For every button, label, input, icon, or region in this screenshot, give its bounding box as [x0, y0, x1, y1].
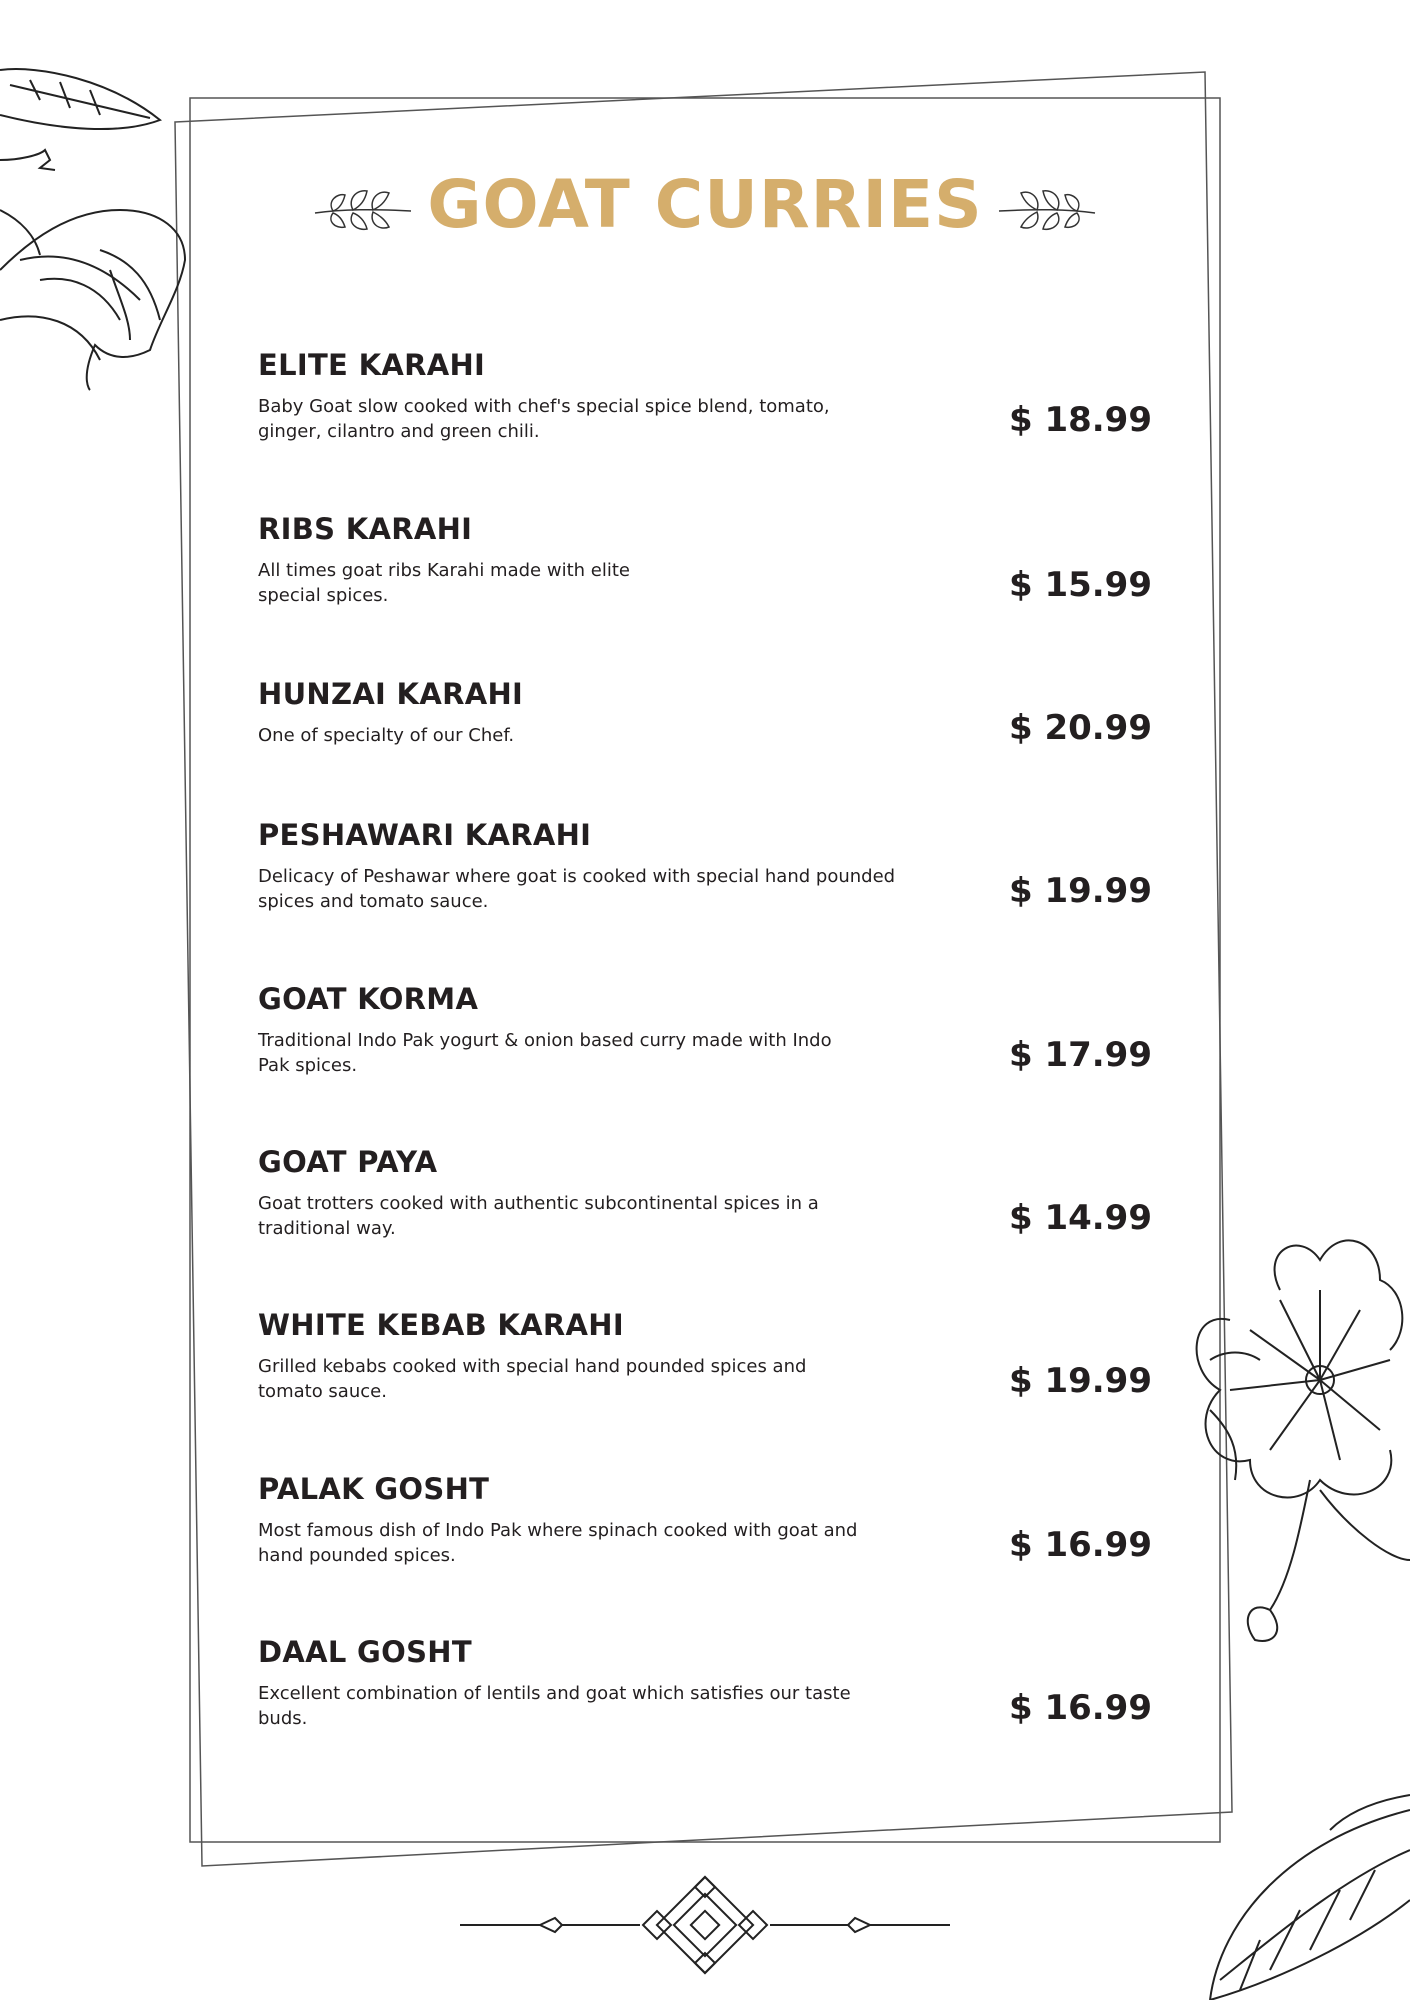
item-description: Excellent combination of lentils and goat which satisfies our taste buds. — [258, 1683, 851, 1729]
item-description: One of specialty of our Chef. — [258, 725, 515, 746]
item-price: $ 18.99 — [1008, 400, 1152, 440]
floral-sketch-icon — [1190, 1230, 1410, 1770]
item-name: GOAT KORMA — [258, 982, 479, 1016]
item-name: WHITE KEBAB KARAHI — [258, 1308, 624, 1342]
laurel-sprig-icon — [313, 175, 413, 235]
item-description: Goat trotters cooked with authentic subcontinental spices in a traditional way. — [258, 1193, 819, 1239]
item-description: Baby Goat slow cooked with chef's special spice blend, tomato, ginger, cilantro and green chili. — [258, 396, 830, 442]
page-title: GOAT CURRIES — [427, 166, 983, 243]
item-price: $ 14.99 — [1008, 1198, 1152, 1238]
item-description: Delicacy of Peshawar where goat is cooked with special hand pounded spices and tomato sauce. — [258, 866, 896, 912]
item-name: ELITE KARAHI — [258, 348, 486, 382]
floral-sketch-icon — [1200, 1790, 1410, 2000]
item-name: GOAT PAYA — [258, 1145, 438, 1179]
title-row — [0, 160, 1410, 250]
item-price: $ 19.99 — [1008, 1361, 1152, 1401]
item-price: $ 16.99 — [1008, 1688, 1152, 1728]
item-description: Grilled kebabs cooked with special hand pounded spices and tomato sauce. — [258, 1356, 807, 1402]
item-price: $ 17.99 — [1008, 1035, 1152, 1075]
item-name: DAAL GOSHT — [258, 1635, 472, 1669]
item-name: PALAK GOSHT — [258, 1472, 490, 1506]
item-name: PESHAWARI KARAHI — [258, 818, 592, 852]
item-price: $ 15.99 — [1008, 565, 1152, 605]
item-description: Traditional Indo Pak yogurt & onion based curry made with Indo Pak spices. — [258, 1030, 832, 1076]
item-price: $ 16.99 — [1008, 1525, 1152, 1565]
item-description: All times goat ribs Karahi made with elite special spices. — [258, 560, 630, 606]
item-name: RIBS KARAHI — [258, 512, 473, 546]
item-price: $ 19.99 — [1008, 871, 1152, 911]
celtic-knot-divider-icon — [460, 1870, 950, 1980]
laurel-sprig-icon — [997, 175, 1097, 235]
item-description: Most famous dish of Indo Pak where spinach cooked with goat and hand pounded spices. — [258, 1520, 858, 1566]
item-name: HUNZAI KARAHI — [258, 677, 524, 711]
item-price: $ 20.99 — [1008, 708, 1152, 748]
